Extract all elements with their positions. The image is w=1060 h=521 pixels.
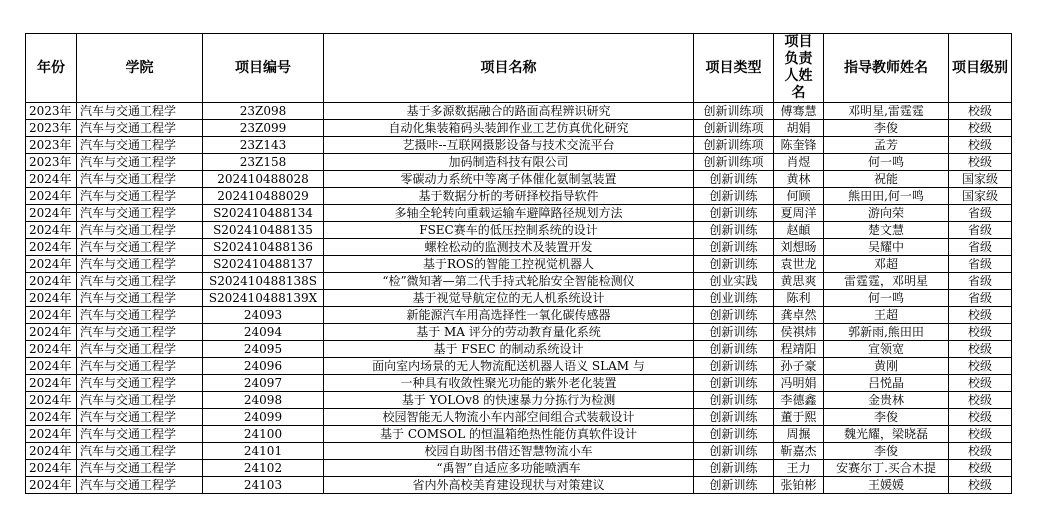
project-name-cell: 多轴全轮转向重载运输车避障路径规划方法 (324, 205, 694, 222)
leader-cell: 冯明娟 (774, 375, 824, 392)
year-cell: 2024年 (26, 290, 77, 307)
advisor-cell: 何一鸣 (824, 154, 949, 171)
project-type-cell: 创新训练 (694, 205, 774, 222)
advisor-cell: 吕悦晶 (824, 375, 949, 392)
project-id-cell: S202410488136 (203, 239, 324, 256)
year-cell: 2024年 (26, 358, 77, 375)
level-cell: 校级 (949, 477, 1012, 494)
advisor-cell: 王超 (824, 307, 949, 324)
leader-cell: 孙子豪 (774, 358, 824, 375)
table-row (26, 103, 1012, 120)
leader-cell: 刘想旸 (774, 239, 824, 256)
project-id-cell: 24102 (203, 460, 324, 477)
project-table-container (25, 33, 1012, 494)
college-cell: 汽车与交通工程学 (77, 188, 203, 205)
table-row (26, 341, 1012, 358)
year-cell: 2024年 (26, 239, 77, 256)
leader-cell: 胡娟 (774, 120, 824, 137)
table-row (26, 426, 1012, 443)
leader-cell: 王力 (774, 460, 824, 477)
project-table (25, 33, 1012, 494)
table-row (26, 443, 1012, 460)
project-id-cell: 24098 (203, 392, 324, 409)
project-id-cell: 23Z099 (203, 120, 324, 137)
level-cell: 省级 (949, 205, 1012, 222)
leader-cell: 袁世龙 (774, 256, 824, 273)
advisor-cell: 宣领宽 (824, 341, 949, 358)
project-name-cell: 校园自助图书借还智慧物流小车 (324, 443, 694, 460)
project-id-cell: S202410488135 (203, 222, 324, 239)
project-name-cell: 基于视觉导航定位的无人机系统设计 (324, 290, 694, 307)
header-college: 学院 (77, 34, 203, 103)
advisor-cell: 邓超 (824, 256, 949, 273)
year-cell: 2024年 (26, 273, 77, 290)
college-cell: 汽车与交通工程学 (77, 205, 203, 222)
leader-cell: 何顾 (774, 188, 824, 205)
project-type-cell: 创新训练 (694, 477, 774, 494)
project-type-cell: 创新训练 (694, 409, 774, 426)
project-type-cell: 创新训练 (694, 307, 774, 324)
advisor-cell: 李俊 (824, 120, 949, 137)
project-id-cell: 202410488028 (203, 171, 324, 188)
year-cell: 2024年 (26, 460, 77, 477)
project-name-cell: 新能源汽车用高选择性一氧化碳传感器 (324, 307, 694, 324)
college-cell: 汽车与交通工程学 (77, 460, 203, 477)
college-cell: 汽车与交通工程学 (77, 290, 203, 307)
college-cell: 汽车与交通工程学 (77, 477, 203, 494)
table-row (26, 222, 1012, 239)
advisor-cell: 郭新雨,熊田田 (824, 324, 949, 341)
project-id-cell: 24096 (203, 358, 324, 375)
leader-cell: 程靖阳 (774, 341, 824, 358)
year-cell: 2024年 (26, 375, 77, 392)
leader-cell: 李德鑫 (774, 392, 824, 409)
leader-cell: 陈利 (774, 290, 824, 307)
year-cell: 2023年 (26, 154, 77, 171)
project-type-cell: 创新训练项 (694, 137, 774, 154)
year-cell: 2024年 (26, 171, 77, 188)
project-name-cell: 基于 COMSOL 的恒温箱绝热性能仿真软件设计 (324, 426, 694, 443)
level-cell: 省级 (949, 222, 1012, 239)
college-cell: 汽车与交通工程学 (77, 256, 203, 273)
leader-cell: 张铂彬 (774, 477, 824, 494)
project-id-cell: 24103 (203, 477, 324, 494)
level-cell: 校级 (949, 154, 1012, 171)
project-name-cell: 自动化集装箱码头装卸作业工艺仿真优化研究 (324, 120, 694, 137)
college-cell: 汽车与交通工程学 (77, 154, 203, 171)
table-row (26, 460, 1012, 477)
project-type-cell: 创新训练 (694, 171, 774, 188)
advisor-cell: 黄刚 (824, 358, 949, 375)
leader-cell: 龚卓然 (774, 307, 824, 324)
advisor-cell: 李俊 (824, 443, 949, 460)
level-cell: 校级 (949, 409, 1012, 426)
college-cell: 汽车与交通工程学 (77, 358, 203, 375)
project-id-cell: S202410488137 (203, 256, 324, 273)
table-body (26, 103, 1012, 494)
project-type-cell: 创新训练 (694, 188, 774, 205)
leader-cell: 夏周洋 (774, 205, 824, 222)
project-id-cell: S202410488138S (203, 273, 324, 290)
table-row (26, 290, 1012, 307)
table-row (26, 409, 1012, 426)
leader-cell: 周搌 (774, 426, 824, 443)
level-cell: 省级 (949, 239, 1012, 256)
table-row (26, 256, 1012, 273)
project-type-cell: 创新训练项 (694, 103, 774, 120)
level-cell: 国家级 (949, 171, 1012, 188)
project-type-cell: 创新训练项 (694, 120, 774, 137)
table-row (26, 154, 1012, 171)
year-cell: 2023年 (26, 137, 77, 154)
college-cell: 汽车与交通工程学 (77, 171, 203, 188)
level-cell: 校级 (949, 307, 1012, 324)
year-cell: 2024年 (26, 222, 77, 239)
leader-cell: 董于熙 (774, 409, 824, 426)
project-id-cell: S202410488134 (203, 205, 324, 222)
project-name-cell: “禹智”自适应多功能喷洒车 (324, 460, 694, 477)
project-id-cell: 23Z158 (203, 154, 324, 171)
level-cell: 校级 (949, 392, 1012, 409)
level-cell: 省级 (949, 256, 1012, 273)
project-id-cell: 23Z143 (203, 137, 324, 154)
header-level: 项目级别 (949, 34, 1012, 103)
project-id-cell: 202410488029 (203, 188, 324, 205)
project-id-cell: 24095 (203, 341, 324, 358)
level-cell: 校级 (949, 341, 1012, 358)
project-name-cell: 基于数据分析的考研择校指导软件 (324, 188, 694, 205)
college-cell: 汽车与交通工程学 (77, 222, 203, 239)
advisor-cell: 吴耀中 (824, 239, 949, 256)
project-name-cell: 加码制造科技有限公司 (324, 154, 694, 171)
project-name-cell: 艺摄咔--互联网摄影设备与技术交流平台 (324, 137, 694, 154)
year-cell: 2024年 (26, 324, 77, 341)
year-cell: 2024年 (26, 341, 77, 358)
project-type-cell: 创新训练 (694, 426, 774, 443)
header-project-id: 项目编号 (203, 34, 324, 103)
table-row (26, 239, 1012, 256)
project-type-cell: 创新训练项 (694, 154, 774, 171)
level-cell: 校级 (949, 103, 1012, 120)
level-cell: 省级 (949, 273, 1012, 290)
college-cell: 汽车与交通工程学 (77, 120, 203, 137)
year-cell: 2024年 (26, 188, 77, 205)
project-type-cell: 创新训练 (694, 358, 774, 375)
advisor-cell: 邓明星,雷霆霆 (824, 103, 949, 120)
level-cell: 校级 (949, 375, 1012, 392)
college-cell: 汽车与交通工程学 (77, 324, 203, 341)
college-cell: 汽车与交通工程学 (77, 273, 203, 290)
project-name-cell: “检”微知著—第二代手持式轮胎安全智能检测仪 (324, 273, 694, 290)
college-cell: 汽车与交通工程学 (77, 409, 203, 426)
advisor-cell: 金贵林 (824, 392, 949, 409)
leader-cell: 侯祺炜 (774, 324, 824, 341)
project-type-cell: 创新训练 (694, 375, 774, 392)
project-id-cell: 23Z098 (203, 103, 324, 120)
project-type-cell: 创新训练 (694, 256, 774, 273)
advisor-cell: 祝能 (824, 171, 949, 188)
leader-cell: 傅骞慧 (774, 103, 824, 120)
project-type-cell: 创新训练 (694, 222, 774, 239)
project-id-cell: 24093 (203, 307, 324, 324)
project-type-cell: 创新训练 (694, 443, 774, 460)
project-type-cell: 创新训练 (694, 392, 774, 409)
project-type-cell: 创新训练 (694, 239, 774, 256)
project-id-cell: 24100 (203, 426, 324, 443)
level-cell: 国家级 (949, 188, 1012, 205)
level-cell: 校级 (949, 426, 1012, 443)
table-row (26, 273, 1012, 290)
year-cell: 2024年 (26, 409, 77, 426)
year-cell: 2024年 (26, 256, 77, 273)
college-cell: 汽车与交通工程学 (77, 137, 203, 154)
level-cell: 省级 (949, 290, 1012, 307)
advisor-cell: 孟芳 (824, 137, 949, 154)
project-name-cell: 省内外高校美育建设现状与对策建议 (324, 477, 694, 494)
table-row (26, 307, 1012, 324)
project-name-cell: 零碳动力系统中等离子体催化氨制氢装置 (324, 171, 694, 188)
college-cell: 汽车与交通工程学 (77, 426, 203, 443)
project-name-cell: 一种具有收敛性聚光功能的紫外老化装置 (324, 375, 694, 392)
project-name-cell: 基于多源数据融合的路面高程辨识研究 (324, 103, 694, 120)
year-cell: 2024年 (26, 477, 77, 494)
project-name-cell: FSEC赛车的低压控制系统的设计 (324, 222, 694, 239)
year-cell: 2023年 (26, 120, 77, 137)
year-cell: 2024年 (26, 205, 77, 222)
table-row (26, 392, 1012, 409)
table-row (26, 205, 1012, 222)
project-name-cell: 螺栓松动的监测技术及装置开发 (324, 239, 694, 256)
college-cell: 汽车与交通工程学 (77, 307, 203, 324)
header-project-type: 项目类型 (694, 34, 774, 103)
header-row (26, 34, 1012, 103)
college-cell: 汽车与交通工程学 (77, 103, 203, 120)
college-cell: 汽车与交通工程学 (77, 341, 203, 358)
college-cell: 汽车与交通工程学 (77, 375, 203, 392)
project-type-cell: 创新训练 (694, 324, 774, 341)
project-name-cell: 基于 YOLOv8 的快速暴力分拣行为检测 (324, 392, 694, 409)
table-row (26, 171, 1012, 188)
project-name-cell: 基于ROS的智能工控视觉机器人 (324, 256, 694, 273)
project-name-cell: 校园智能无人物流小车内部空间组合式装载设计 (324, 409, 694, 426)
year-cell: 2024年 (26, 426, 77, 443)
project-type-cell: 创业训练 (694, 290, 774, 307)
table-row (26, 358, 1012, 375)
advisor-cell: 李俊 (824, 409, 949, 426)
project-type-cell: 创新训练 (694, 341, 774, 358)
table-row (26, 375, 1012, 392)
leader-cell: 赵頔 (774, 222, 824, 239)
advisor-cell: 熊田田,何一鸣 (824, 188, 949, 205)
header-year: 年份 (26, 34, 77, 103)
project-id-cell: S202410488139X (203, 290, 324, 307)
leader-cell: 肖煜 (774, 154, 824, 171)
advisor-cell: 何一鸣 (824, 290, 949, 307)
project-name-cell: 基于 FSEC 的制动系统设计 (324, 341, 694, 358)
college-cell: 汽车与交通工程学 (77, 239, 203, 256)
table-row (26, 477, 1012, 494)
table-row (26, 120, 1012, 137)
header-project-name: 项目名称 (324, 34, 694, 103)
advisor-cell: 王媛媛 (824, 477, 949, 494)
college-cell: 汽车与交通工程学 (77, 443, 203, 460)
project-type-cell: 创业实践 (694, 273, 774, 290)
advisor-cell: 雷霆霆，邓明星 (824, 273, 949, 290)
level-cell: 校级 (949, 460, 1012, 477)
leader-cell: 黄思爽 (774, 273, 824, 290)
leader-cell: 靳嘉杰 (774, 443, 824, 460)
level-cell: 校级 (949, 137, 1012, 154)
year-cell: 2024年 (26, 307, 77, 324)
project-id-cell: 24101 (203, 443, 324, 460)
college-cell: 汽车与交通工程学 (77, 392, 203, 409)
project-name-cell: 基于 MA 评分的劳动教育量化系统 (324, 324, 694, 341)
header-leader: 项目负责人姓名 (774, 34, 824, 103)
leader-cell: 陈奎锋 (774, 137, 824, 154)
level-cell: 校级 (949, 358, 1012, 375)
advisor-cell: 魏光耀，梁晓磊 (824, 426, 949, 443)
table-row (26, 188, 1012, 205)
advisor-cell: 楚文慧 (824, 222, 949, 239)
project-type-cell: 创新训练 (694, 460, 774, 477)
level-cell: 校级 (949, 443, 1012, 460)
project-id-cell: 24099 (203, 409, 324, 426)
year-cell: 2023年 (26, 103, 77, 120)
project-id-cell: 24094 (203, 324, 324, 341)
year-cell: 2024年 (26, 443, 77, 460)
advisor-cell: 游向荣 (824, 205, 949, 222)
header-advisor: 指导教师姓名 (824, 34, 949, 103)
project-id-cell: 24097 (203, 375, 324, 392)
advisor-cell: 安赛尔丁.买合木提 (824, 460, 949, 477)
level-cell: 校级 (949, 120, 1012, 137)
table-row (26, 324, 1012, 341)
leader-cell: 黄林 (774, 171, 824, 188)
level-cell: 校级 (949, 324, 1012, 341)
project-name-cell: 面向室内场景的无人物流配送机器人语义 SLAM 与 (324, 358, 694, 375)
year-cell: 2024年 (26, 392, 77, 409)
table-row (26, 137, 1012, 154)
